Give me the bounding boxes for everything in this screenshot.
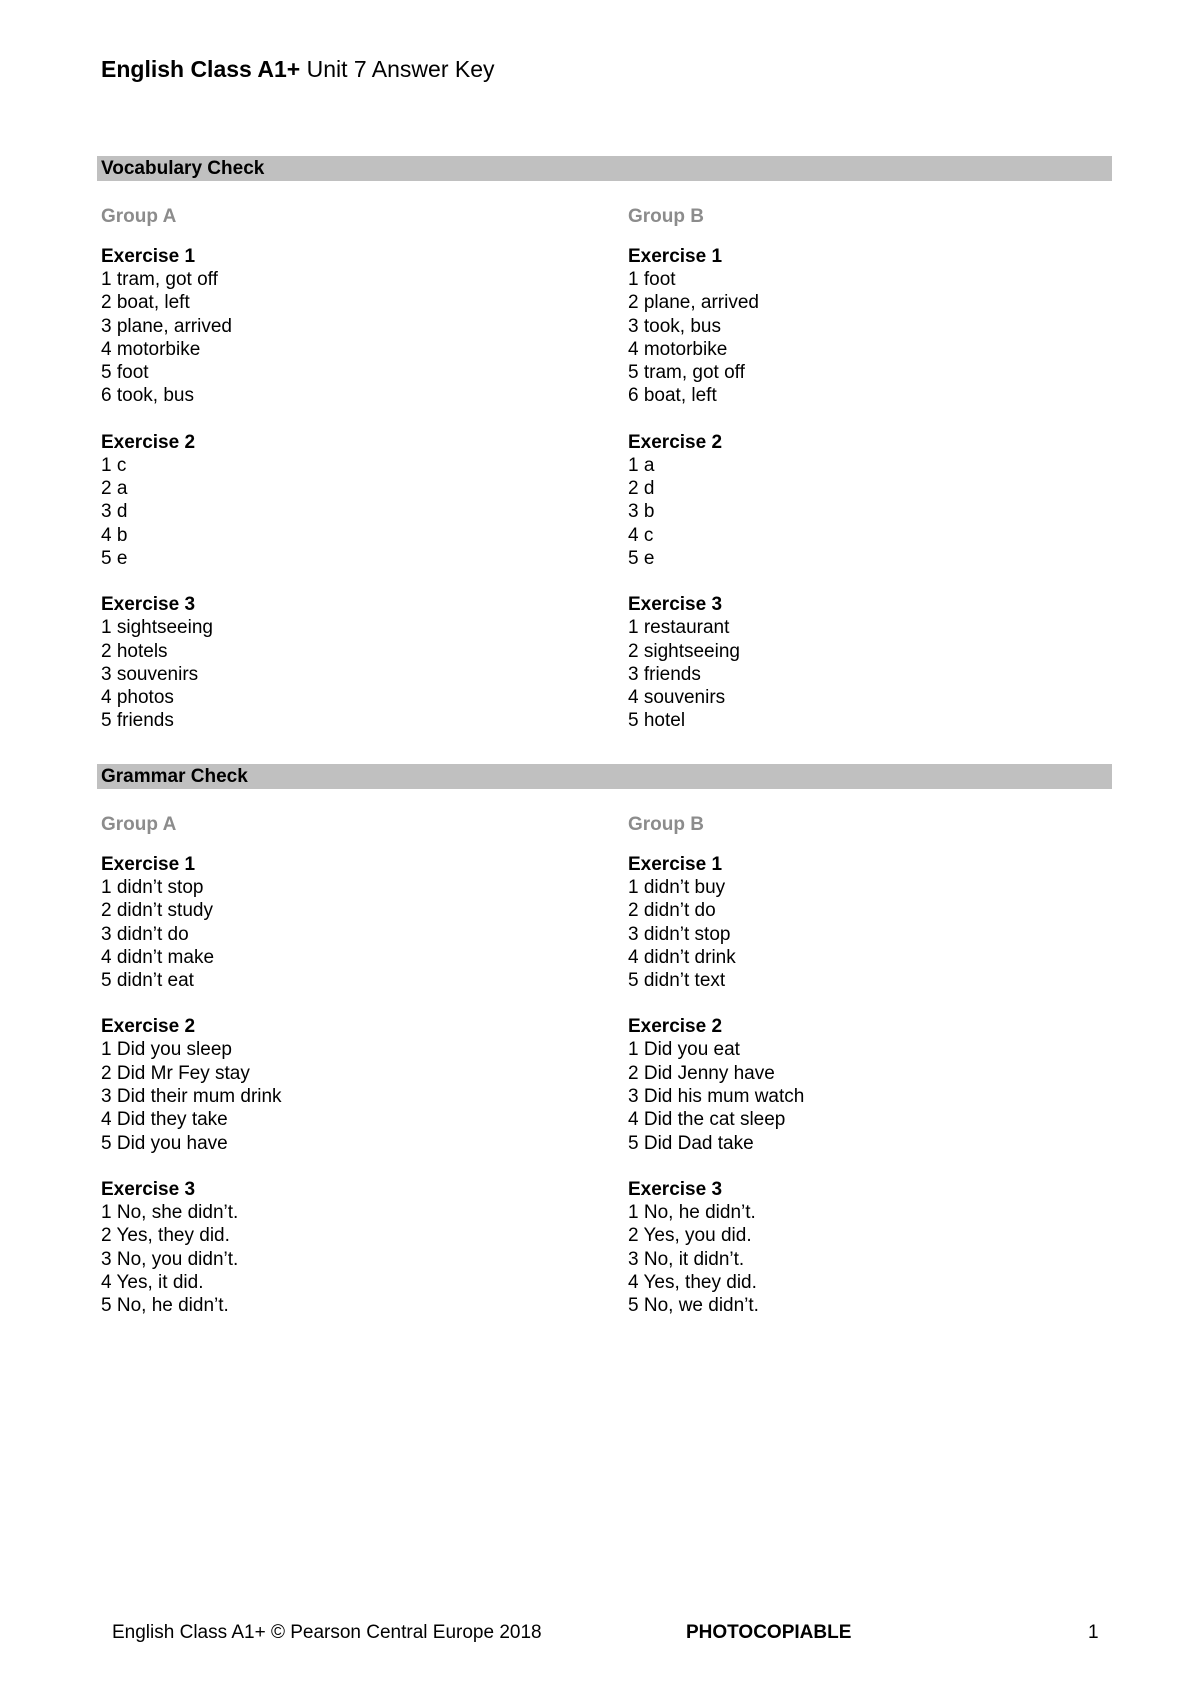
answer-item: 5 friends: [101, 710, 174, 732]
answer-item: 4 photos: [101, 687, 174, 709]
answer-item: 1 tram, got off: [101, 269, 218, 290]
section-header-grammar: [97, 764, 1112, 789]
exercise-title: Exercise 1: [101, 854, 196, 875]
exercise-block: [101, 1178, 571, 1317]
answer-item: 3 d: [101, 501, 128, 523]
group-label: Group B: [628, 814, 704, 835]
answer-item: 3 took, bus: [628, 315, 721, 337]
answer-item: 5 didn’t text: [628, 970, 726, 992]
page-number: 1: [1088, 1622, 1099, 1643]
answer-item: 5 Did Dad take: [628, 1132, 754, 1154]
exercise-block: [628, 245, 1098, 408]
answer-item: 5 No, we didn’t.: [628, 1295, 759, 1317]
answer-item: 1 c: [101, 454, 127, 476]
answer-item: 4 didn’t drink: [628, 946, 736, 968]
exercise-title: Exercise 1: [628, 854, 723, 875]
footer-copyright: English Class A1+ © Pearson Central Europe 2018: [112, 1622, 542, 1643]
answer-item: 4 motorbike: [628, 338, 728, 360]
answer-item: 2 Did Mr Fey stay: [101, 1062, 250, 1084]
answer-item: 1 restaurant: [628, 617, 730, 639]
answer-item: 3 No, it didn’t.: [628, 1248, 745, 1270]
answer-item: 4 souvenirs: [628, 687, 726, 709]
answer-item: 5 No, he didn’t.: [101, 1295, 229, 1317]
answer-item: 4 b: [101, 524, 128, 546]
answer-item: 1 didn’t buy: [628, 877, 726, 898]
exercise-block: [101, 853, 571, 992]
title-bold-part: English Class A1+: [101, 56, 301, 82]
answer-item: 2 Yes, they did.: [101, 1225, 230, 1247]
answer-item: 5 foot: [101, 362, 149, 384]
answer-item: 5 hotel: [628, 710, 686, 732]
answer-item: 3 didn’t stop: [628, 923, 731, 945]
answer-item: 3 No, you didn’t.: [101, 1248, 239, 1270]
answer-item: 2 sightseeing: [628, 640, 740, 662]
exercise-block: [628, 853, 1098, 992]
answer-item: 4 Yes, it did.: [101, 1271, 204, 1293]
vocabulary-group-a-column: [101, 205, 571, 756]
answer-item: 2 a: [101, 478, 128, 500]
footer-photocopiable: PHOTOCOPIABLE: [686, 1622, 852, 1643]
exercise-block: [101, 593, 571, 732]
exercise-title: Exercise 2: [628, 431, 723, 453]
answer-item: 5 e: [628, 547, 655, 569]
answer-item: 2 Yes, you did.: [628, 1225, 752, 1247]
answer-item: 4 didn’t make: [101, 946, 215, 968]
title-rest-part: Unit 7 Answer Key: [300, 56, 495, 82]
answer-item: 3 friends: [628, 663, 701, 685]
answer-item: 4 Did the cat sleep: [628, 1109, 786, 1131]
exercise-block: [101, 1015, 571, 1154]
exercise-title: Exercise 3: [101, 1178, 196, 1200]
grammar-group-b-column: [628, 813, 1098, 1340]
answer-item: 1 didn’t stop: [101, 877, 204, 898]
section-title: Vocabulary Check: [101, 158, 265, 179]
answer-item: 3 didn’t do: [101, 923, 189, 945]
grammar-group-a-column: [101, 813, 571, 1340]
exercise-title: Exercise 3: [628, 1178, 723, 1200]
answer-item: 2 didn’t do: [628, 900, 716, 922]
answer-item: 5 didn’t eat: [101, 970, 194, 992]
answer-item: 2 boat, left: [101, 292, 190, 314]
answer-item: 3 souvenirs: [101, 663, 199, 685]
answer-item: 2 Did Jenny have: [628, 1062, 775, 1084]
answer-item: 5 Did you have: [101, 1132, 228, 1154]
answer-item: 3 plane, arrived: [101, 315, 232, 337]
group-label: Group A: [101, 206, 177, 227]
answer-item: 1 a: [628, 454, 655, 476]
answer-item: 1 sightseeing: [101, 617, 213, 639]
answer-item: 1 No, she didn’t.: [101, 1201, 239, 1223]
exercise-title: Exercise 2: [628, 1016, 723, 1038]
answer-item: 5 tram, got off: [628, 362, 745, 384]
answer-item: 4 Did they take: [101, 1109, 228, 1131]
exercise-title: Exercise 3: [628, 594, 723, 616]
exercise-block: [628, 431, 1098, 570]
exercise-title: Exercise 1: [628, 246, 723, 267]
exercise-block: [101, 245, 571, 408]
answer-item: 2 plane, arrived: [628, 292, 759, 314]
exercise-block: [628, 1015, 1098, 1154]
exercise-title: Exercise 3: [101, 594, 196, 616]
answer-item: 3 b: [628, 501, 655, 523]
answer-item: 4 c: [628, 524, 654, 546]
answer-item: 2 hotels: [101, 640, 168, 662]
vocabulary-group-b-column: [628, 205, 1098, 756]
answer-item: 3 Did his mum watch: [628, 1086, 805, 1108]
answer-item: 1 No, he didn’t.: [628, 1201, 756, 1223]
answer-item: 6 took, bus: [101, 385, 194, 407]
answer-item: 2 didn’t study: [101, 900, 213, 922]
exercise-block: [628, 593, 1098, 732]
exercise-title: Exercise 2: [101, 431, 196, 453]
exercise-title: Exercise 2: [101, 1016, 196, 1038]
answer-item: 2 d: [628, 478, 655, 500]
section-header-vocabulary: [97, 156, 1112, 181]
answer-item: 3 Did their mum drink: [101, 1086, 282, 1108]
answer-item: 5 e: [101, 547, 128, 569]
page-title: [101, 54, 495, 84]
exercise-block: [628, 1178, 1098, 1317]
answer-item: 1 Did you sleep: [101, 1039, 232, 1061]
section-title: Grammar Check: [101, 766, 248, 787]
group-label: Group A: [101, 814, 177, 835]
answer-item: 6 boat, left: [628, 385, 717, 407]
answer-item: 4 motorbike: [101, 338, 201, 360]
answer-item: 1 Did you eat: [628, 1039, 740, 1061]
exercise-block: [101, 431, 571, 570]
answer-item: 4 Yes, they did.: [628, 1271, 757, 1293]
answer-item: 1 foot: [628, 269, 676, 290]
exercise-title: Exercise 1: [101, 246, 196, 267]
group-label: Group B: [628, 206, 704, 227]
